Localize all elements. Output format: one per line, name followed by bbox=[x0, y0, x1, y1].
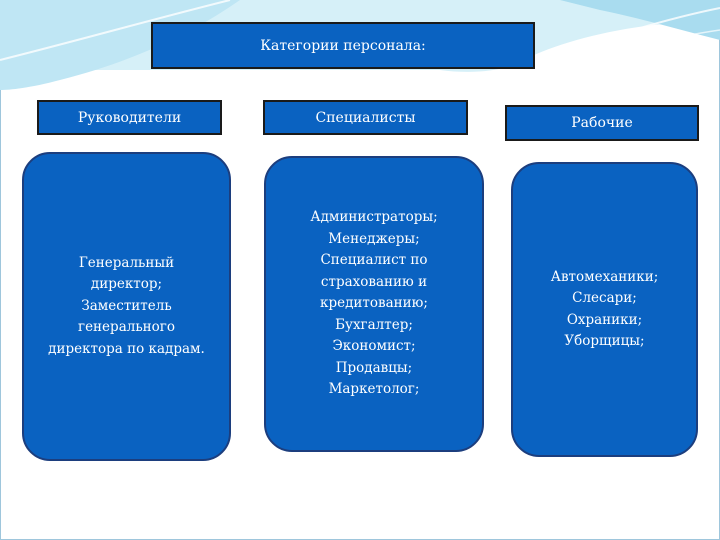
workers-list-box bbox=[511, 162, 698, 457]
diagram-title: Категории персонала: bbox=[260, 37, 426, 54]
category-managers-box bbox=[37, 100, 222, 135]
category-specialists-box bbox=[263, 100, 468, 135]
specialists-list: Администраторы; Менеджеры; Специалист по страхованию и кредитованию; Бухгалтер; Экономист; Продавцы; Маркетолог; bbox=[310, 209, 438, 398]
managers-list-box bbox=[22, 152, 231, 461]
specialists-list-box bbox=[264, 156, 484, 452]
category-workers-box bbox=[505, 105, 699, 141]
diagram-title-box bbox=[151, 22, 535, 69]
managers-list: Генеральный директор; Заместитель генерального директора по кадрам. bbox=[48, 254, 205, 357]
category-workers-label: Рабочие bbox=[571, 115, 633, 131]
category-specialists-label: Специалисты bbox=[315, 109, 416, 126]
category-managers-label: Руководители bbox=[77, 109, 182, 126]
workers-list: Автомеханики; Слесари; Охраники; Уборщицы; bbox=[550, 268, 659, 349]
